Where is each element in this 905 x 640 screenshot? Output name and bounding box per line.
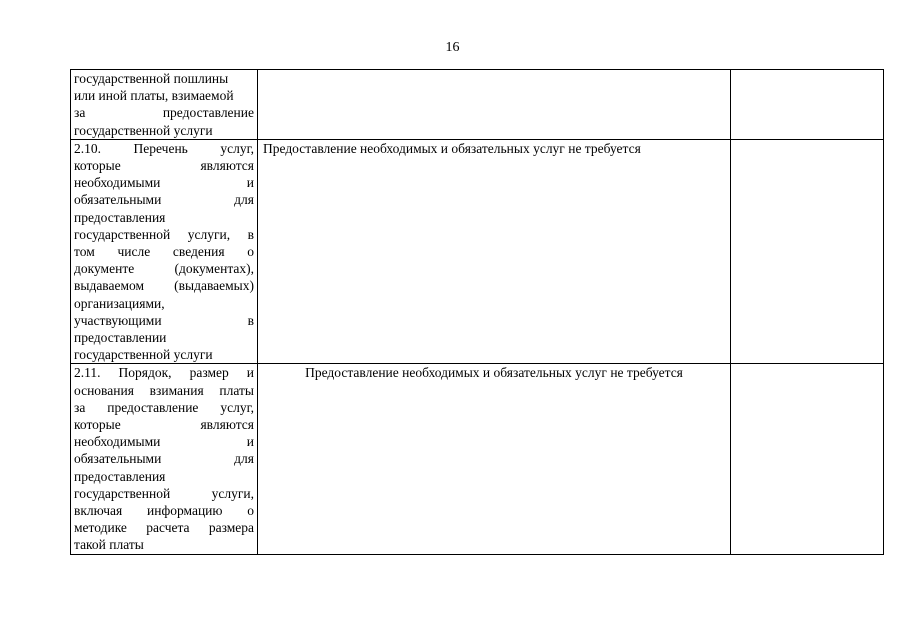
row-title-cell bbox=[71, 139, 258, 364]
row-title-cell bbox=[71, 70, 258, 140]
row-title-line: методике расчета размера bbox=[74, 520, 254, 536]
row-title-line: необходимыми и bbox=[74, 175, 254, 191]
row-title-line: государственной услуги bbox=[74, 347, 213, 363]
row-title-line: такой платы bbox=[74, 537, 144, 553]
row-title-line: организациями, bbox=[74, 295, 165, 311]
row-title-line bbox=[74, 104, 254, 121]
services-table bbox=[70, 69, 884, 555]
row-title-word: за bbox=[74, 105, 86, 121]
row-title-line: обязательными для bbox=[74, 192, 254, 208]
row-note-cell bbox=[731, 70, 884, 140]
row-title-line: обязательными для bbox=[74, 451, 254, 467]
row-note-cell bbox=[731, 139, 884, 364]
row-note-cell bbox=[731, 364, 884, 554]
row-title-line: за предоставление услуг, bbox=[74, 399, 254, 415]
row-title-word: предоставление bbox=[162, 105, 254, 121]
row-title-line: государственной услуги bbox=[74, 122, 213, 138]
row-title-line: том числе сведения о bbox=[74, 244, 254, 260]
row-title-line: предоставления bbox=[74, 209, 166, 225]
row-title-line: 2.11. Порядок, размер и bbox=[74, 365, 254, 381]
row-title-line: документе (документах), bbox=[74, 261, 254, 277]
row-title-line: 2.10. Перечень услуг, bbox=[74, 140, 254, 156]
row-content-cell bbox=[258, 70, 731, 140]
row-title-line: которые являются bbox=[74, 417, 254, 433]
row-title-line: государственной услуги, bbox=[74, 485, 254, 501]
table-row bbox=[71, 70, 884, 140]
row-title-cell bbox=[71, 364, 258, 554]
row-title-line: включая информацию о bbox=[74, 503, 254, 519]
row-title-line: основания взимания платы bbox=[74, 382, 254, 398]
row-content-cell: Предоставление необходимых и обязательных услуг не требуется bbox=[258, 139, 731, 364]
row-title-line: которые являются bbox=[74, 158, 254, 174]
row-title-line: предоставления bbox=[74, 468, 166, 484]
page-number: 16 bbox=[445, 40, 460, 55]
row-content-cell: Предоставление необходимых и обязательных услуг не требуется bbox=[258, 364, 731, 554]
row-title-line: предоставлении bbox=[74, 330, 167, 346]
table-row bbox=[71, 364, 884, 554]
row-title-line: государственной пошлины bbox=[74, 71, 229, 86]
table-row bbox=[71, 139, 884, 364]
row-title-line: выдаваемом (выдаваемых) bbox=[74, 278, 254, 294]
row-title-line: участвующими в bbox=[74, 312, 254, 328]
row-title-line: государственной услуги, в bbox=[74, 226, 254, 242]
row-title-line: необходимыми и bbox=[74, 434, 254, 450]
row-title-line: или иной платы, взимаемой bbox=[74, 88, 234, 104]
